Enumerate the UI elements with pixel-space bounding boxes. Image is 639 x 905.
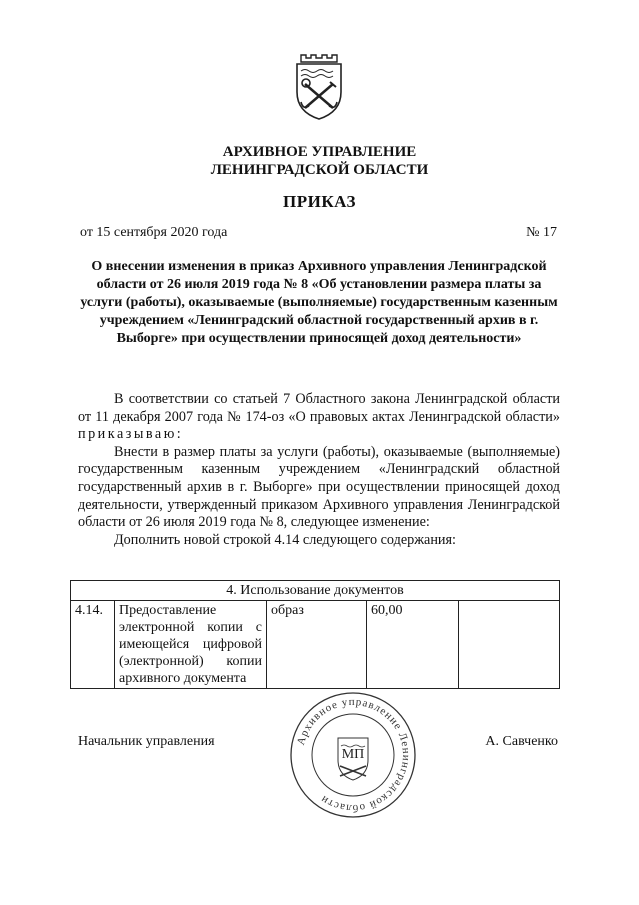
row-unit: образ xyxy=(267,601,367,689)
order-subject: О внесении изменения в приказ Архивного управления Ленинградской области от 26 июля 2019 года № 8 «Об установлении размера платы за услуги (работы), оказываемые (выполняемые) государственным казенным учреждением «Ленинградский областной государственный архив в г. Выборге» при осуществлении приносящей доход деятельности» xyxy=(80,259,558,346)
official-seal-icon xyxy=(288,690,418,820)
row-price: 60,00 xyxy=(367,601,459,689)
table-row xyxy=(71,601,560,689)
row-number: 4.14. xyxy=(71,601,115,689)
document-type-title: ПРИКАЗ xyxy=(283,192,356,211)
order-body xyxy=(78,391,560,549)
order-number: № 17 xyxy=(526,225,557,240)
legal-basis-text: В соответствии со статьей 7 Областного закона Ленинградской области от 11 декабря 2007 года № 174-оз «О правовых актах Ленинградской области» xyxy=(78,391,560,425)
seal-ring-text: Архивное управление Ленинградской области xyxy=(295,695,413,815)
order-verb: приказываю: xyxy=(78,426,184,443)
coat-of-arms-icon xyxy=(289,52,349,122)
org-name-line2: ЛЕНИНГРАДСКОЙ ОБЛАСТИ xyxy=(210,162,429,178)
row-service: Предоставление электронной копии с имеющейся цифровой (электронной) копии архивного документа xyxy=(115,601,267,689)
table-section-header-row xyxy=(71,581,560,601)
seal-label: МП xyxy=(341,747,365,762)
org-name-line1: АРХИВНОЕ УПРАВЛЕНИЕ xyxy=(222,144,417,160)
table-section-header: 4. Использование документов xyxy=(71,581,560,601)
order-date: от 15 сентября 2020 года xyxy=(80,225,228,240)
paragraph-legal-basis xyxy=(78,391,560,444)
row-extra xyxy=(459,601,560,689)
signatory-position: Начальник управления xyxy=(78,734,215,749)
paragraph-change: Внести в размер платы за услуги (работы), оказываемые (выполняемые) государственным казенным учреждением «Ленинградский областной государственный архив в г. Выборге» при осуществлении приносящей доход деятельности, утвержденный приказом Архивного управления Ленинградской области от 26 июля 2019 года № 8, следующее изменение: xyxy=(78,443,560,531)
paragraph-add-row: Дополнить новой строкой 4.14 следующего содержания: xyxy=(114,531,456,548)
signatory-name: А. Савченко xyxy=(485,734,558,749)
fee-table xyxy=(70,580,560,689)
